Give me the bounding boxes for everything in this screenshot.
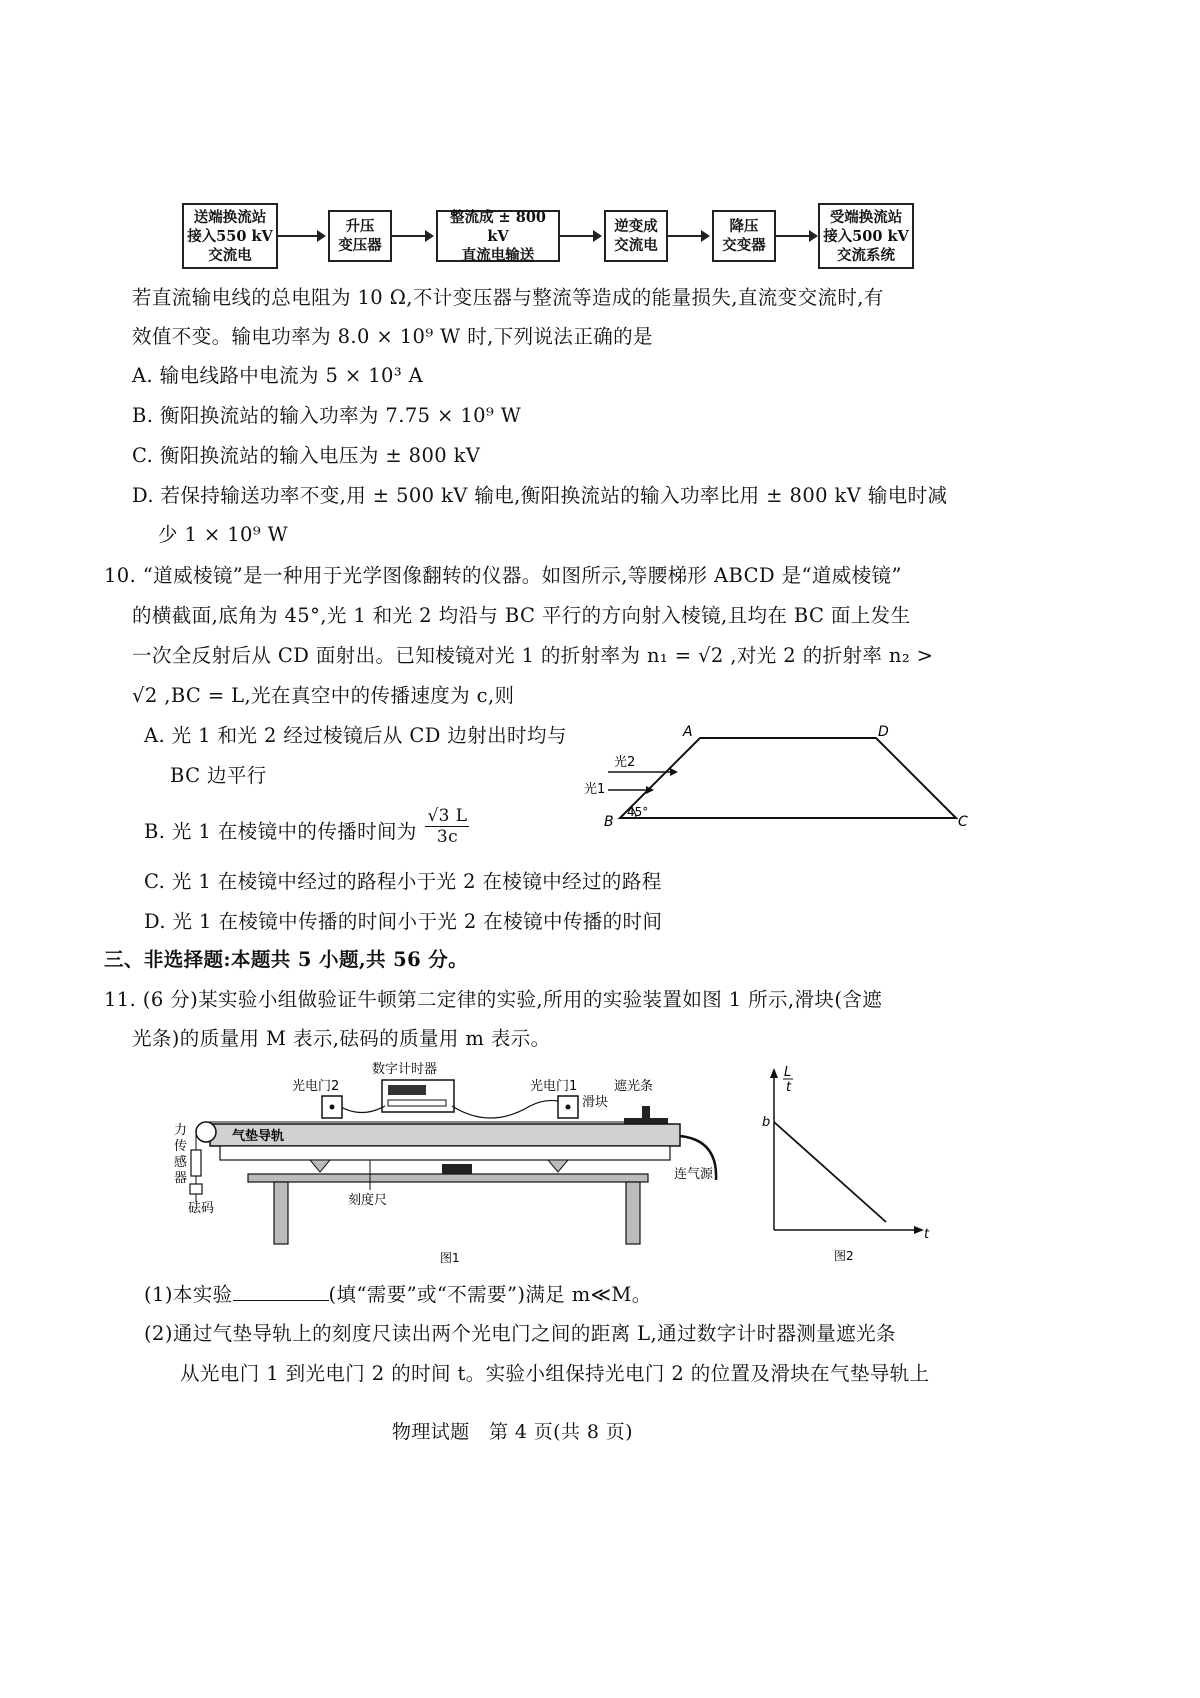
q9-option-c: C. 衡阳换流站的输入电压为 ± 800 kV (132, 444, 481, 467)
timer-display (388, 1085, 426, 1095)
flow-box-receiving-station (818, 203, 914, 269)
flow-box-sending-station (182, 203, 278, 269)
section3-heading: 三、非选择题:本题共 5 小题,共 56 分。 (104, 948, 469, 971)
q10-option-a-line2: BC 边平行 (170, 764, 267, 787)
flow-text: 变压器 (338, 237, 382, 254)
q9-option-d-line2: 少 1 × 10⁹ W (158, 523, 289, 546)
flow-text: 受端换流站 (829, 208, 903, 226)
figure1-caption: 图1 (440, 1251, 460, 1265)
flow-text: 直流电输送 (461, 246, 535, 264)
timer-wire-right (452, 1100, 568, 1118)
prism-trapezoid (620, 738, 956, 818)
q9-option-b: B. 衡阳换流站的输入功率为 7.75 × 10⁹ W (132, 404, 522, 427)
figure2-graph (756, 1060, 936, 1265)
page-footer: 物理试题 第 4 页(共 8 页) (392, 1421, 633, 1443)
y-axis-label-den: t (786, 1080, 792, 1095)
q10-line4: √2 ,BC = L,光在真空中的传播速度为 c,则 (132, 684, 515, 707)
shading-strip (642, 1106, 650, 1120)
y-axis-label-num: L (784, 1065, 792, 1080)
q11-line1: 11. (6 分)某实验小组做验证牛顿第二定律的实验,所用的实验装置如图 1 所示,滑块(含遮 (104, 988, 883, 1011)
air-source-label: 连气源 (674, 1167, 714, 1182)
sensor-label-4: 器 (174, 1171, 188, 1186)
fraction-denominator: 3c (436, 827, 458, 847)
flow-text: 交流电 (614, 237, 658, 254)
sensor-label-3: 感 (174, 1155, 188, 1170)
table-top (248, 1174, 648, 1182)
q9-stem-line2: 效值不变。输电功率为 8.0 × 10⁹ W 时,下列说法正确的是 (132, 325, 653, 348)
angle-label: 45° (627, 805, 649, 819)
y-axis-arrow (770, 1068, 778, 1078)
photogate-2-label: 光电门2 (292, 1079, 340, 1094)
q11-part1-text-before: (1)本实验 (144, 1283, 233, 1306)
q10-line2: 的横截面,底角为 45°,光 1 和光 2 均沿与 BC 平行的方向射入棱镜,且均在 BC 面上发生 (132, 604, 911, 627)
q11-line2: 光条)的质量用 M 表示,砝码的质量用 m 表示。 (132, 1027, 551, 1050)
q9-option-a: A. 输电线路中电流为 5 × 10³ A (132, 364, 424, 387)
graph-line (774, 1122, 886, 1222)
q10-option-d: D. 光 1 在棱镜中传播的时间小于光 2 在棱镜中传播的时间 (144, 910, 663, 933)
photogate-2-lens (330, 1105, 335, 1110)
x-axis-arrow (914, 1226, 924, 1234)
flow-text: 交流系统 (837, 246, 895, 264)
q10-option-c: C. 光 1 在棱镜中经过的路程小于光 2 在棱镜中经过的路程 (144, 870, 662, 893)
figure2-caption: 图2 (834, 1249, 854, 1263)
q11-part1-text-after: (填“需要”或“不需要”)满足 m≪M。 (328, 1283, 652, 1306)
q11-part1 (144, 1280, 652, 1309)
flow-box-step-up (328, 210, 392, 262)
flow-text: 逆变成 (614, 218, 658, 235)
q10-option-b (144, 806, 471, 853)
fraction-numerator: √3 L (427, 806, 468, 826)
digital-timer (382, 1080, 454, 1112)
light2-label: 光2 (614, 755, 636, 770)
flow-arrow (390, 235, 432, 237)
q10-option-a-line1: A. 光 1 和光 2 经过棱镜后从 CD 边射出时均与 (144, 724, 567, 747)
flow-text: 降压 (729, 218, 759, 235)
intercept-label: b (762, 1115, 771, 1130)
q11-part2-line1: (2)通过气垫导轨上的刻度尺读出两个光电门之间的距离 L,通过数字计时器测量遮光条 (144, 1322, 896, 1345)
timer-wire-left (336, 1104, 385, 1113)
pulley (196, 1122, 216, 1142)
flow-box-step-down (712, 210, 776, 262)
vertex-d-label: D (878, 724, 889, 740)
prism-figure (580, 722, 980, 832)
photogate-1-label: 光电门1 (530, 1079, 578, 1094)
flow-text: 升压 (345, 218, 375, 235)
track-support-right (548, 1160, 568, 1172)
flow-text: 整流成 ± 800 kV (449, 208, 546, 245)
flow-text: 送端换流站 (193, 208, 267, 226)
q10-line1: 10. “道威棱镜”是一种用于光学图像翻转的仪器。如图所示,等腰梯形 ABCD 是“道威棱镜” (104, 564, 902, 587)
weight-block (190, 1184, 202, 1194)
flow-box-rectify (436, 210, 560, 262)
q9-option-d-line1: D. 若保持输送功率不变,用 ± 500 kV 输电,衡阳换流站的输入功率比用 ± 800 kV 输电时减 (132, 484, 948, 507)
flow-box-invert (604, 210, 668, 262)
x-axis-label: t (924, 1227, 930, 1242)
q10-option-b-text: B. 光 1 在棱镜中的传播时间为 (144, 820, 417, 843)
table-leg-left (274, 1182, 288, 1244)
sensor-label-1: 力 (174, 1123, 188, 1138)
shade-label: 遮光条 (614, 1079, 654, 1094)
light2-arrowhead (670, 768, 678, 776)
vertex-a-label: A (683, 724, 693, 740)
weight-label: 砝码 (188, 1201, 215, 1216)
answer-blank[interactable] (233, 1280, 329, 1301)
photogate-1-lens (566, 1105, 571, 1110)
figure1-apparatus (170, 1060, 740, 1275)
track-base (220, 1146, 670, 1160)
sensor-label-2: 传 (174, 1139, 188, 1154)
vertex-c-label: C (958, 814, 968, 830)
vertex-b-label: B (604, 814, 614, 830)
flow-arrow (276, 235, 324, 237)
flow-text: 接入500 kV (823, 227, 909, 245)
ruler-label: 刻度尺 (348, 1193, 388, 1208)
q10-option-b-fraction (425, 806, 469, 847)
timer-label: 数字计时器 (372, 1062, 438, 1077)
q11-part2-line2: 从光电门 1 到光电门 2 的时间 t。实验小组保持光电门 2 的位置及滑块在气垫导轨上 (180, 1362, 930, 1385)
flow-text: 接入550 kV (187, 227, 273, 245)
flow-arrow (666, 235, 708, 237)
slider-label: 滑块 (582, 1095, 609, 1110)
flow-arrow (774, 235, 816, 237)
flow-arrow (558, 235, 600, 237)
track-support-left (310, 1160, 330, 1172)
light1-label: 光1 (584, 782, 606, 797)
flow-text: 交流电 (208, 246, 252, 264)
flow-text: 交变器 (722, 237, 766, 254)
air-track-label: 气垫导轨 (232, 1129, 285, 1144)
q9-stem-line1: 若直流输电线的总电阻为 10 Ω,不计变压器与整流等造成的能量损失,直流变交流时,有 (132, 286, 884, 309)
force-sensor (191, 1150, 201, 1176)
table-leg-right (626, 1182, 640, 1244)
q10-line3: 一次全反射后从 CD 面射出。已知棱镜对光 1 的折射率为 n₁ = √2 ,对光 2 的折射率 n₂ > (132, 644, 934, 667)
